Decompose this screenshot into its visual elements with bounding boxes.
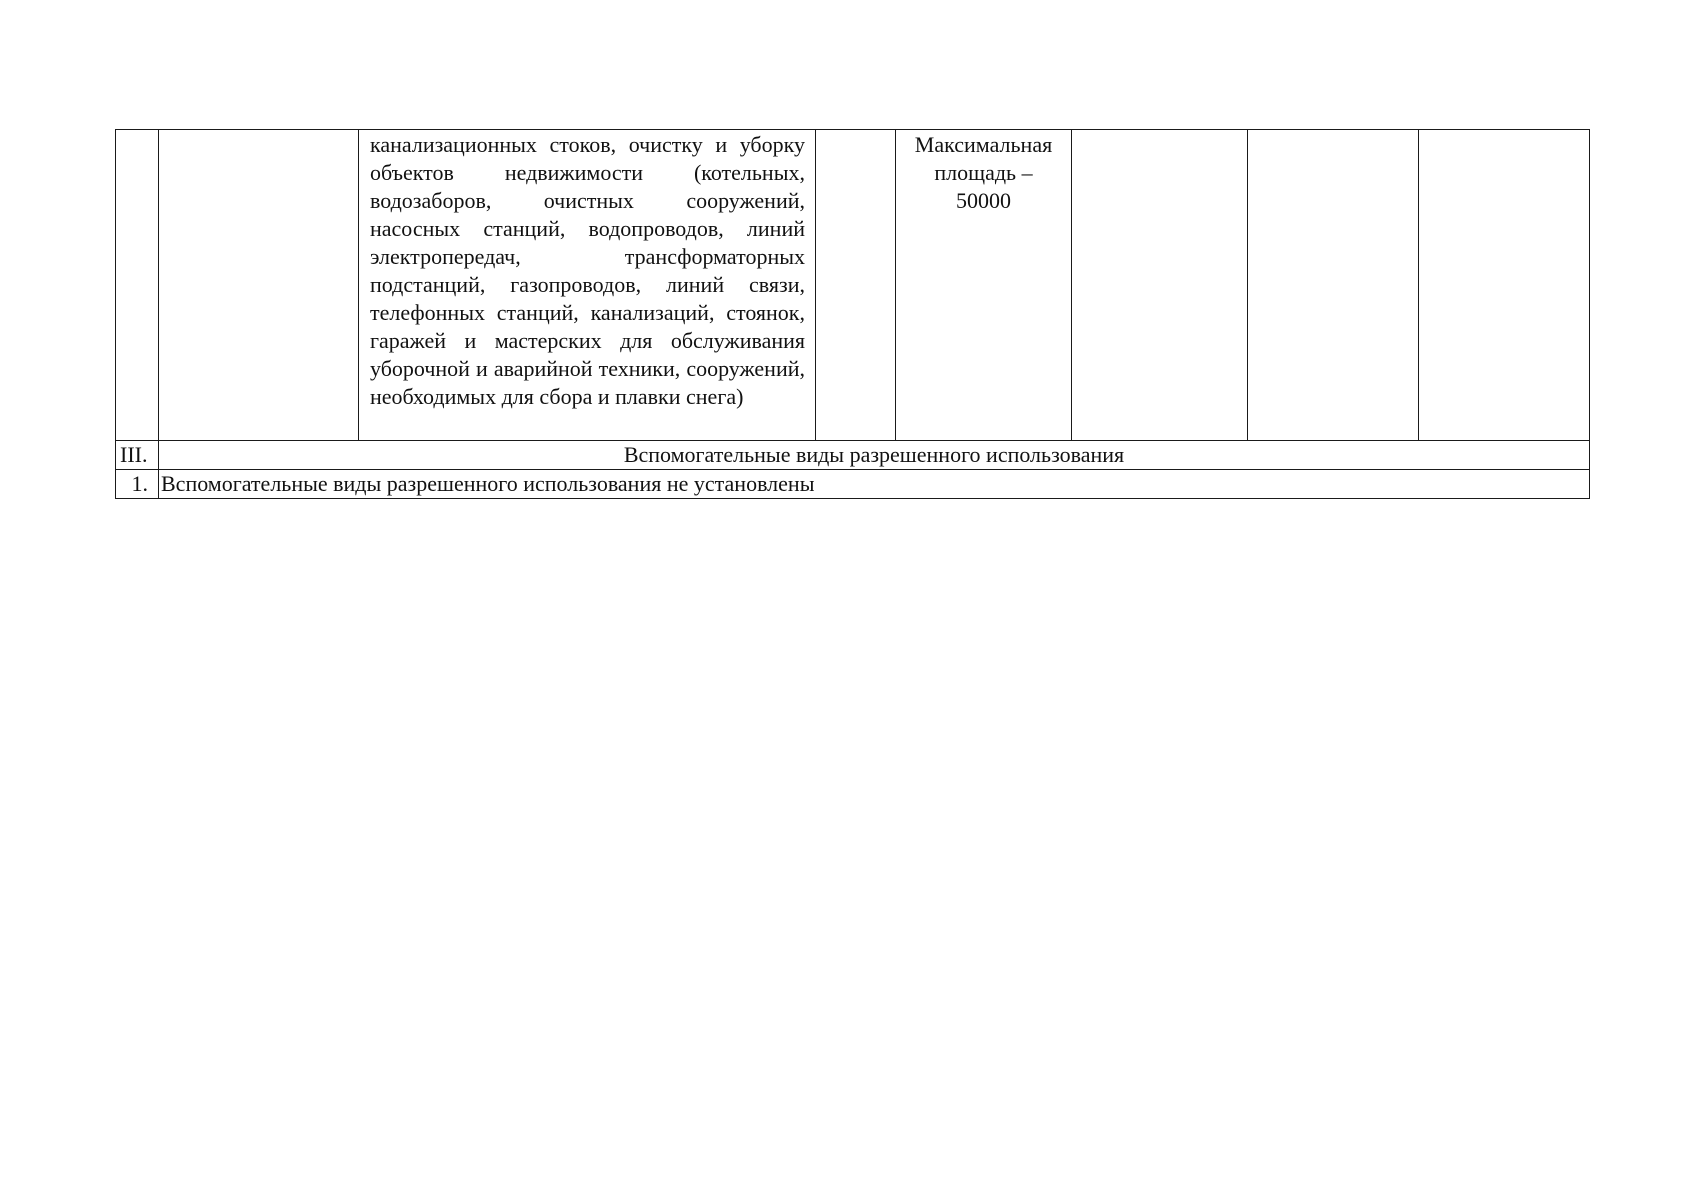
parameter-value: 50000 <box>956 188 1011 213</box>
item-text: Вспомогательные виды разрешенного использования не установлены <box>159 470 1590 499</box>
cell-empty <box>1248 130 1419 441</box>
section-title: Вспомогательные виды разрешенного использования <box>159 441 1590 470</box>
cell-empty <box>1419 130 1590 441</box>
section-number: III. <box>116 441 159 470</box>
cell-empty <box>816 130 896 441</box>
item-number: 1. <box>116 470 159 499</box>
cell-empty <box>1072 130 1248 441</box>
cell-parameter <box>896 130 1072 441</box>
cell-number <box>116 130 159 441</box>
table-row-continued <box>116 130 1590 441</box>
land-use-table <box>115 129 1590 499</box>
table-row-section <box>116 441 1590 470</box>
table-row-item <box>116 470 1590 499</box>
cell-description: канализационных стоков, очистку и уборку объектов недвижимости (котельных, водозаборов, очистных сооружений, насосных станций, водопроводов, линий электропередач, трансформаторных подстанций, газопроводов, линий связи, телефонных станций, канализаций, стоянок, гаражей и мастерских для обслуживания уборочной и аварийной техники, сооружений, необходимых для сбора и плавки снега) <box>359 130 816 441</box>
parameter-label: Максимальная площадь – <box>914 132 1053 185</box>
cell-code <box>159 130 359 441</box>
